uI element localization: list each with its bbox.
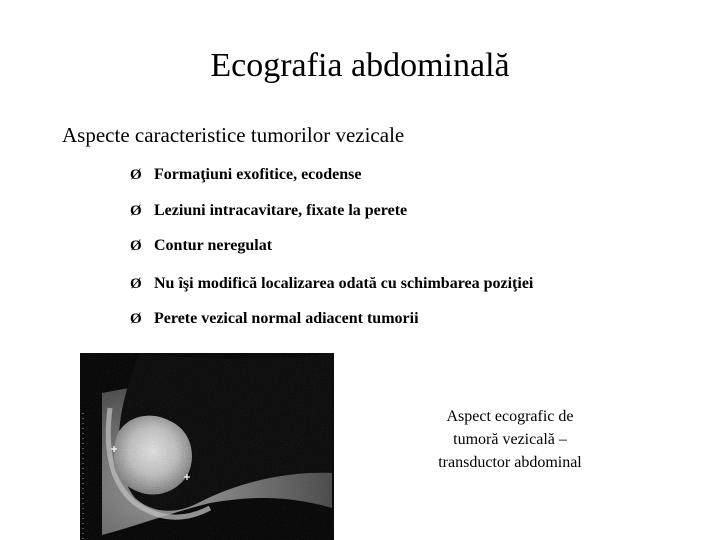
arrow-bullet-icon: Ø [130, 203, 142, 219]
bullet-text: Formaţiuni exofitice, ecodense [154, 166, 362, 183]
slide-subtitle: Aspecte caracteristice tumorilor vezicale [62, 123, 405, 147]
arrow-bullet-icon: Ø [130, 167, 142, 183]
bullet-text: Perete vezical normal adiacent tumorii [154, 310, 419, 327]
bullet-item [130, 235, 272, 257]
ultrasound-image [80, 353, 334, 540]
bullet-item [130, 200, 407, 222]
arrow-bullet-icon: Ø [130, 311, 142, 327]
caption-line: Aspect ecografic de [446, 408, 574, 425]
caption-line: tumoră vezicală – [453, 431, 567, 448]
bullet-item [130, 164, 362, 186]
arrow-bullet-icon: Ø [130, 276, 142, 292]
bullet-item [130, 273, 533, 295]
bullet-text: Nu îşi modifică localizarea odată cu schimbarea poziţiei [154, 275, 534, 292]
arrow-bullet-icon: Ø [130, 238, 142, 254]
caption-line: transductor abdominal [438, 454, 582, 471]
bullet-text: Contur neregulat [154, 237, 273, 254]
bullet-item [130, 308, 419, 330]
bullet-text: Leziuni intracavitare, fixate la perete [154, 202, 408, 219]
image-caption [395, 405, 625, 474]
slide-title: Ecografia abdominală [210, 47, 510, 84]
